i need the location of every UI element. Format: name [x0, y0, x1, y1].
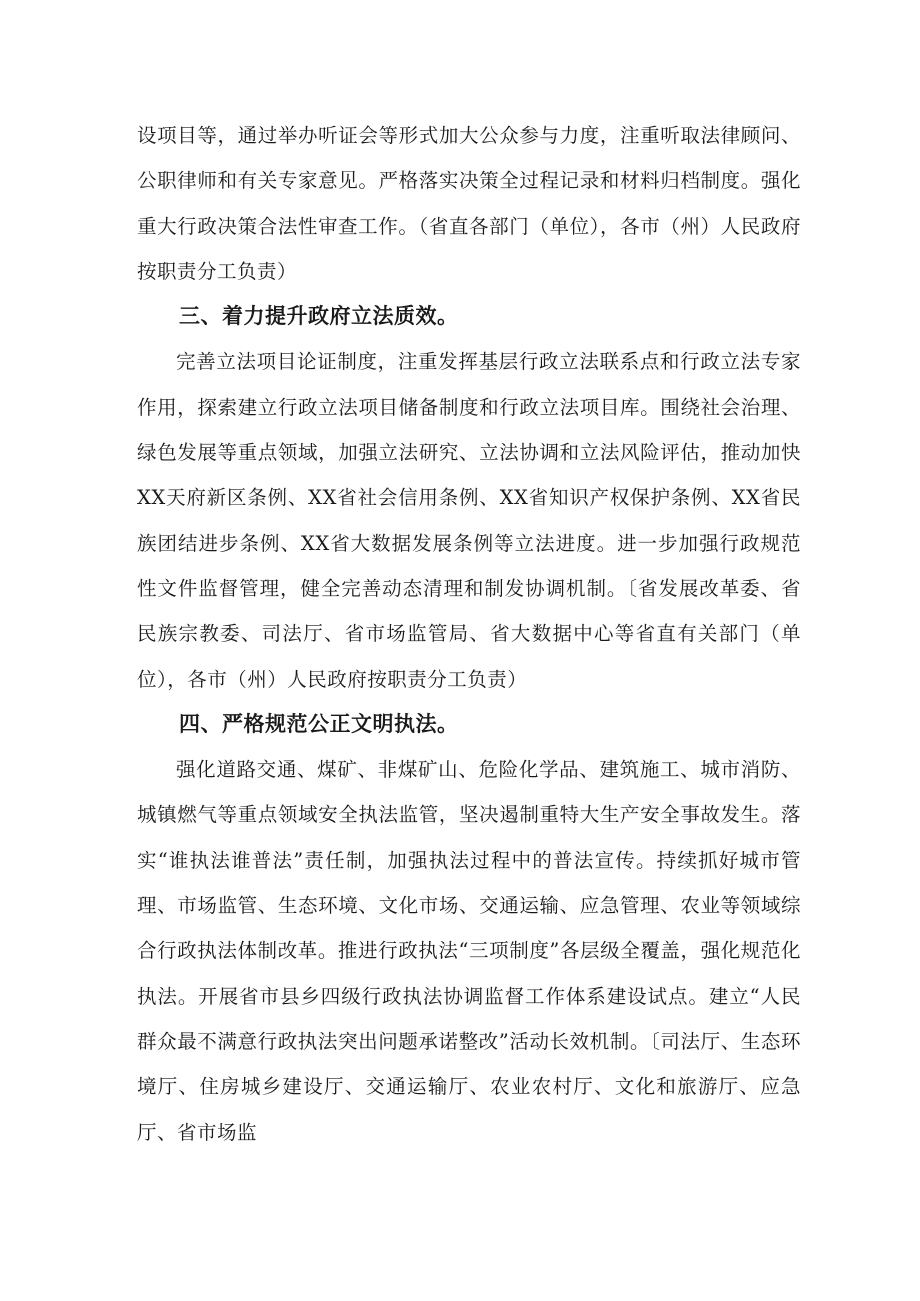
- intro-paragraph: 设项目等，通过举办听证会等形式加大公众参与力度，注重听取法律顾问、公职律师和有关专家意见。严格落实决策全过程记录和材料归档制度。强化重大行政决策合法性审查工作。（省直各部门（单位），各市（州）人民政府按职责分工负责）: [137, 124, 801, 283]
- section-4-paragraph: 强化道路交通、煤矿、非煤矿山、危险化学品、建筑施工、城市消防、城镇燃气等重点领域安全执法监管，坚决遏制重特大生产安全事故发生。落实“谁执法谁普法”责任制，加强执法过程中的普法宣传。持续抓好城市管理、市场监管、生态环境、文化市场、交通运输、应急管理、农业等领域综合行政执法体制改革。推进行政执法“三项制度”各层级全覆盖，强化规范化执法。开展省市县乡四级行政执法协调监督工作体系建设试点。建立“人民群众最不满意行政执法突出问题承诺整改”活动长效机制。〔司法厅、生态环境厅、住房城乡建设厅、交通运输厅、农业农村厅、文化和旅游厅、应急厅、省市场监: [137, 758, 801, 1144]
- document-body: [137, 113, 801, 1155]
- section-4-heading: 四、严格规范公正文明执法。: [179, 711, 459, 736]
- section-3-paragraph: 完善立法项目论证制度，注重发挥基层行政立法联系点和行政立法专家作用，探索建立行政立法项目储备制度和行政立法项目库。围绕社会治理、绿色发展等重点领域，加强立法研究、立法协调和立法风险评估，推动加快XX天府新区条例、XX省社会信用条例、XX省知识产权保护条例、XX省民族团结进步条例、XX省大数据发展条例等立法进度。进一步加强行政规范性文件监督管理，健全完善动态清理和制发协调机制。〔省发展改革委、省民族宗教委、司法厅、省市场监管局、省大数据中心等省直有关部门（单位），各市（州）人民政府按职责分工负责）: [137, 350, 801, 691]
- section-3-heading: 三、着力提升政府立法质效。: [179, 304, 459, 329]
